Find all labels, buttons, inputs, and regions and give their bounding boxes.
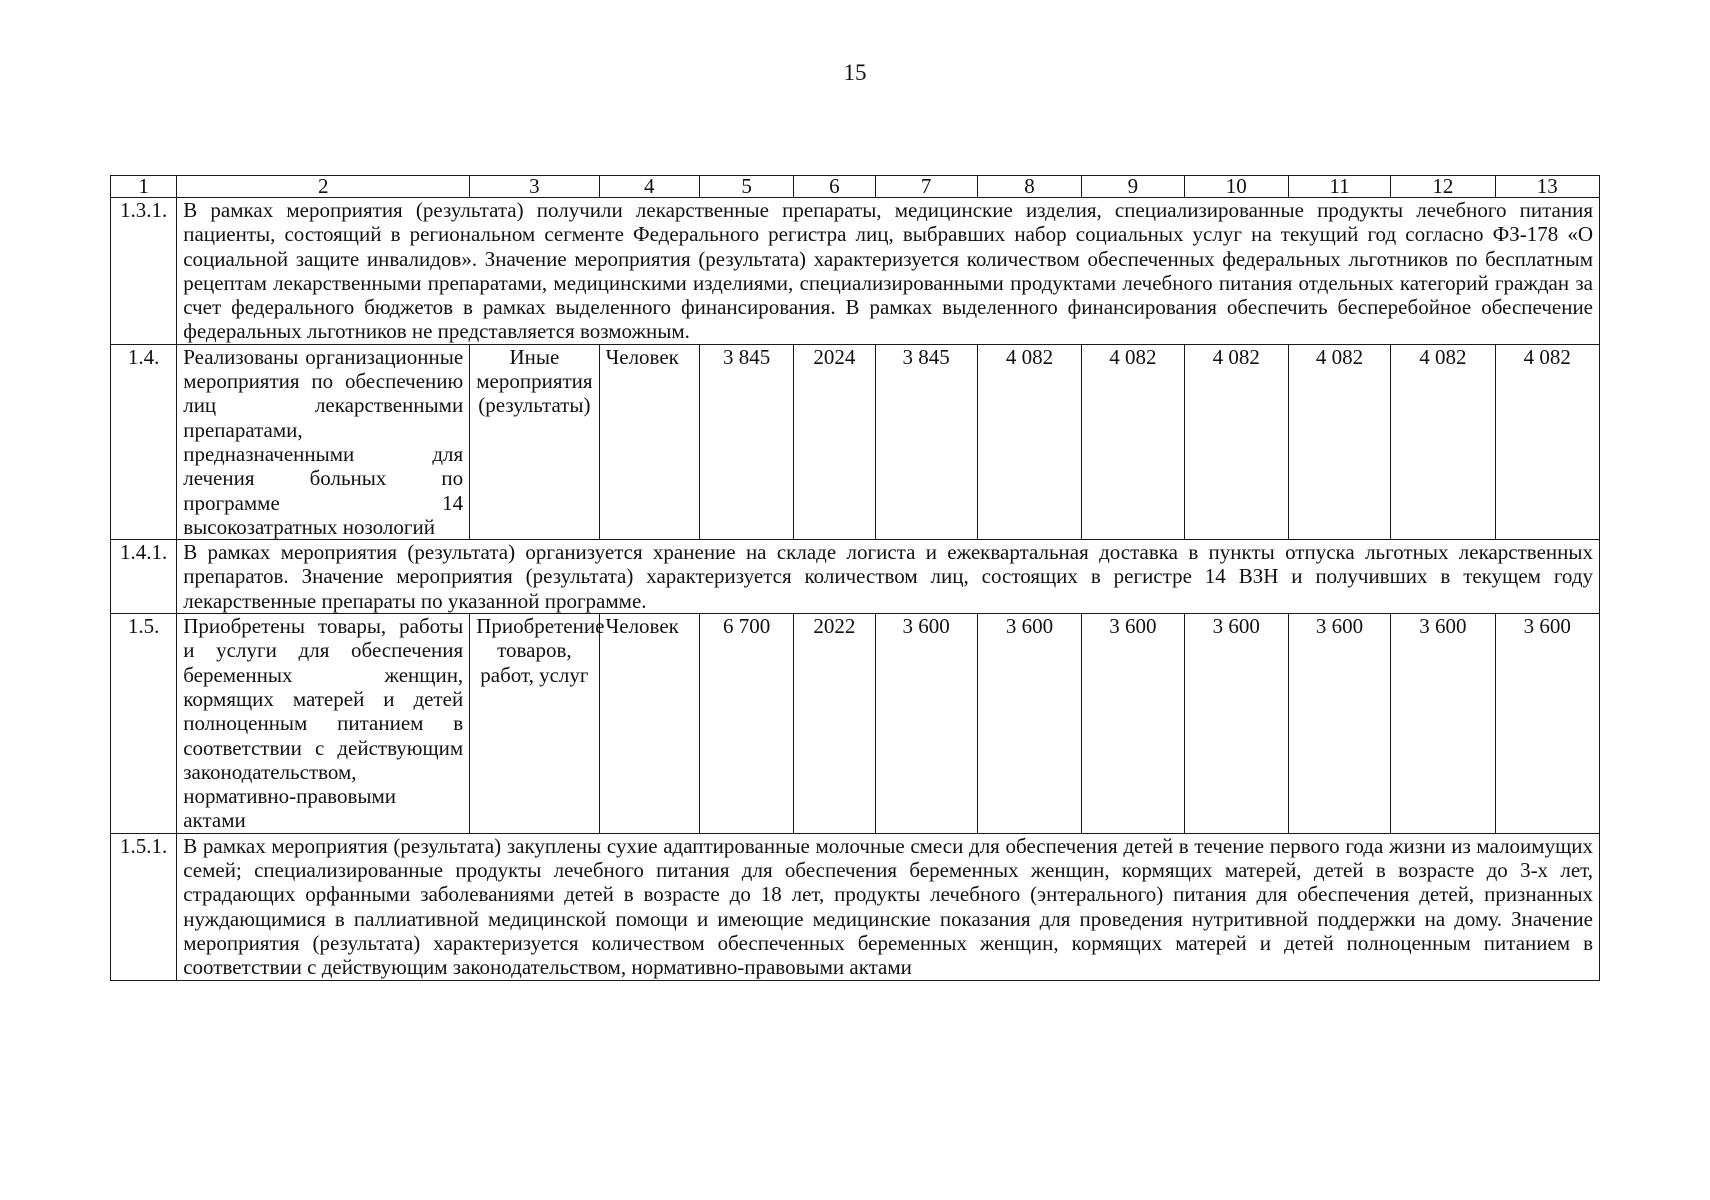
measure-unit: Человек [599, 344, 699, 539]
value-cell: 3 600 [875, 614, 977, 834]
row-number: 1.3.1. [111, 198, 177, 345]
measures-table [110, 175, 1600, 981]
base-year: 2022 [794, 614, 875, 834]
column-number: 2 [177, 176, 470, 198]
value-cell: 3 600 [1391, 614, 1495, 834]
column-number: 10 [1184, 176, 1288, 198]
value-cell: 3 600 [1082, 614, 1184, 834]
column-number: 3 [470, 176, 599, 198]
value-cell: 3 600 [1288, 614, 1390, 834]
row-description: В рамках мероприятия (результата) получили лекарственные препараты, медицинские изделия, специализированные продукты лечебного питания пациенты, состоящий в региональном сегменте Федерального регистра лиц, выбравших набор социальных услуг на текущий год согласно ФЗ-178 «О социальной защите инвалидов». Значение мероприятия (результата) характеризуется количеством обеспеченных федеральных льготников по бесплатным рецептам лекарственными препаратами, медицинскими изделиями, специализированными продуктами лечебного питания отдельных категорий граждан за счет федерального бюджетов в рамках выделенного финансирования. В рамках выделенного финансирования обеспечить бесперебойное обеспечение федеральных льготников не представляется возможным. [177, 198, 1600, 345]
measure-row [111, 344, 1600, 539]
column-number: 8 [977, 176, 1081, 198]
page-number: 15 [843, 60, 867, 85]
measure-name: Реализованы организационные мероприятия по обеспечению лиц лекарственными препаратами, предназначенными для лечения больных по программе 14 высокозатратных нозологий [177, 344, 470, 539]
value-cell: 4 082 [1184, 344, 1288, 539]
value-cell: 4 082 [1082, 344, 1184, 539]
base-year: 2024 [794, 344, 875, 539]
description-row [111, 198, 1600, 345]
row-number: 1.5.1. [111, 833, 177, 980]
value-cell: 4 082 [1288, 344, 1390, 539]
description-row [111, 833, 1600, 980]
row-description: В рамках мероприятия (результата) организуется хранение на складе логиста и ежеквартальная доставка в пункты отпуска льготных лекарственных препаратов. Значение мероприятия (результата) характеризуется количеством лиц, состоящих в регистре 14 ВЗН и получивших в текущем году лекарственные препараты по указанной программе. [177, 540, 1600, 614]
column-number: 4 [599, 176, 699, 198]
column-number: 11 [1288, 176, 1390, 198]
column-number: 12 [1391, 176, 1495, 198]
value-cell: 3 600 [1495, 614, 1599, 834]
column-number: 7 [875, 176, 977, 198]
measure-row [111, 614, 1600, 834]
column-number: 13 [1495, 176, 1599, 198]
measure-unit: Человек [599, 614, 699, 834]
measure-type: Иные мероприятия (результаты) [470, 344, 599, 539]
base-value: 6 700 [699, 614, 793, 834]
row-number: 1.5. [111, 614, 177, 834]
column-number: 6 [794, 176, 875, 198]
row-number: 1.4.1. [111, 540, 177, 614]
value-cell: 4 082 [1495, 344, 1599, 539]
value-cell: 3 600 [1184, 614, 1288, 834]
base-value: 3 845 [699, 344, 793, 539]
column-number: 5 [699, 176, 793, 198]
value-cell: 3 600 [977, 614, 1081, 834]
measure-type: Приобретение товаров, работ, услуг [470, 614, 599, 834]
header-row [111, 176, 1600, 198]
measure-name: Приобретены товары, работы и услуги для обеспечения беременных женщин, кормящих матерей и детей полноценным питанием в соответствии с действующим законодательством, нормативно-правовыми актами [177, 614, 470, 834]
row-description: В рамках мероприятия (результата) закуплены сухие адаптированные молочные смеси для обеспечения детей в течение первого года жизни из малоимущих семей; специализированные продукты лечебного питания для обеспечения беременных женщин, кормящих матерей, детей в возрасте до 3-х лет, страдающих орфанными заболеваниями детей в возрасте до 18 лет, продукты лечебного (энтерального) питания для обеспечения детей, признанных нуждающимися в паллиативной медицинской помощи и имеющие медицинские показания для проведения нутритивной поддержки на дому. Значение мероприятия (результата) характеризуется количеством обеспеченных беременных женщин, кормящих матерей и детей полноценным питанием в соответствии с действующим законодательством, нормативно-правовыми актами [177, 833, 1600, 980]
column-number: 1 [111, 176, 177, 198]
row-number: 1.4. [111, 344, 177, 539]
description-row [111, 540, 1600, 614]
value-cell: 4 082 [1391, 344, 1495, 539]
value-cell: 3 845 [875, 344, 977, 539]
value-cell: 4 082 [977, 344, 1081, 539]
column-number: 9 [1082, 176, 1184, 198]
